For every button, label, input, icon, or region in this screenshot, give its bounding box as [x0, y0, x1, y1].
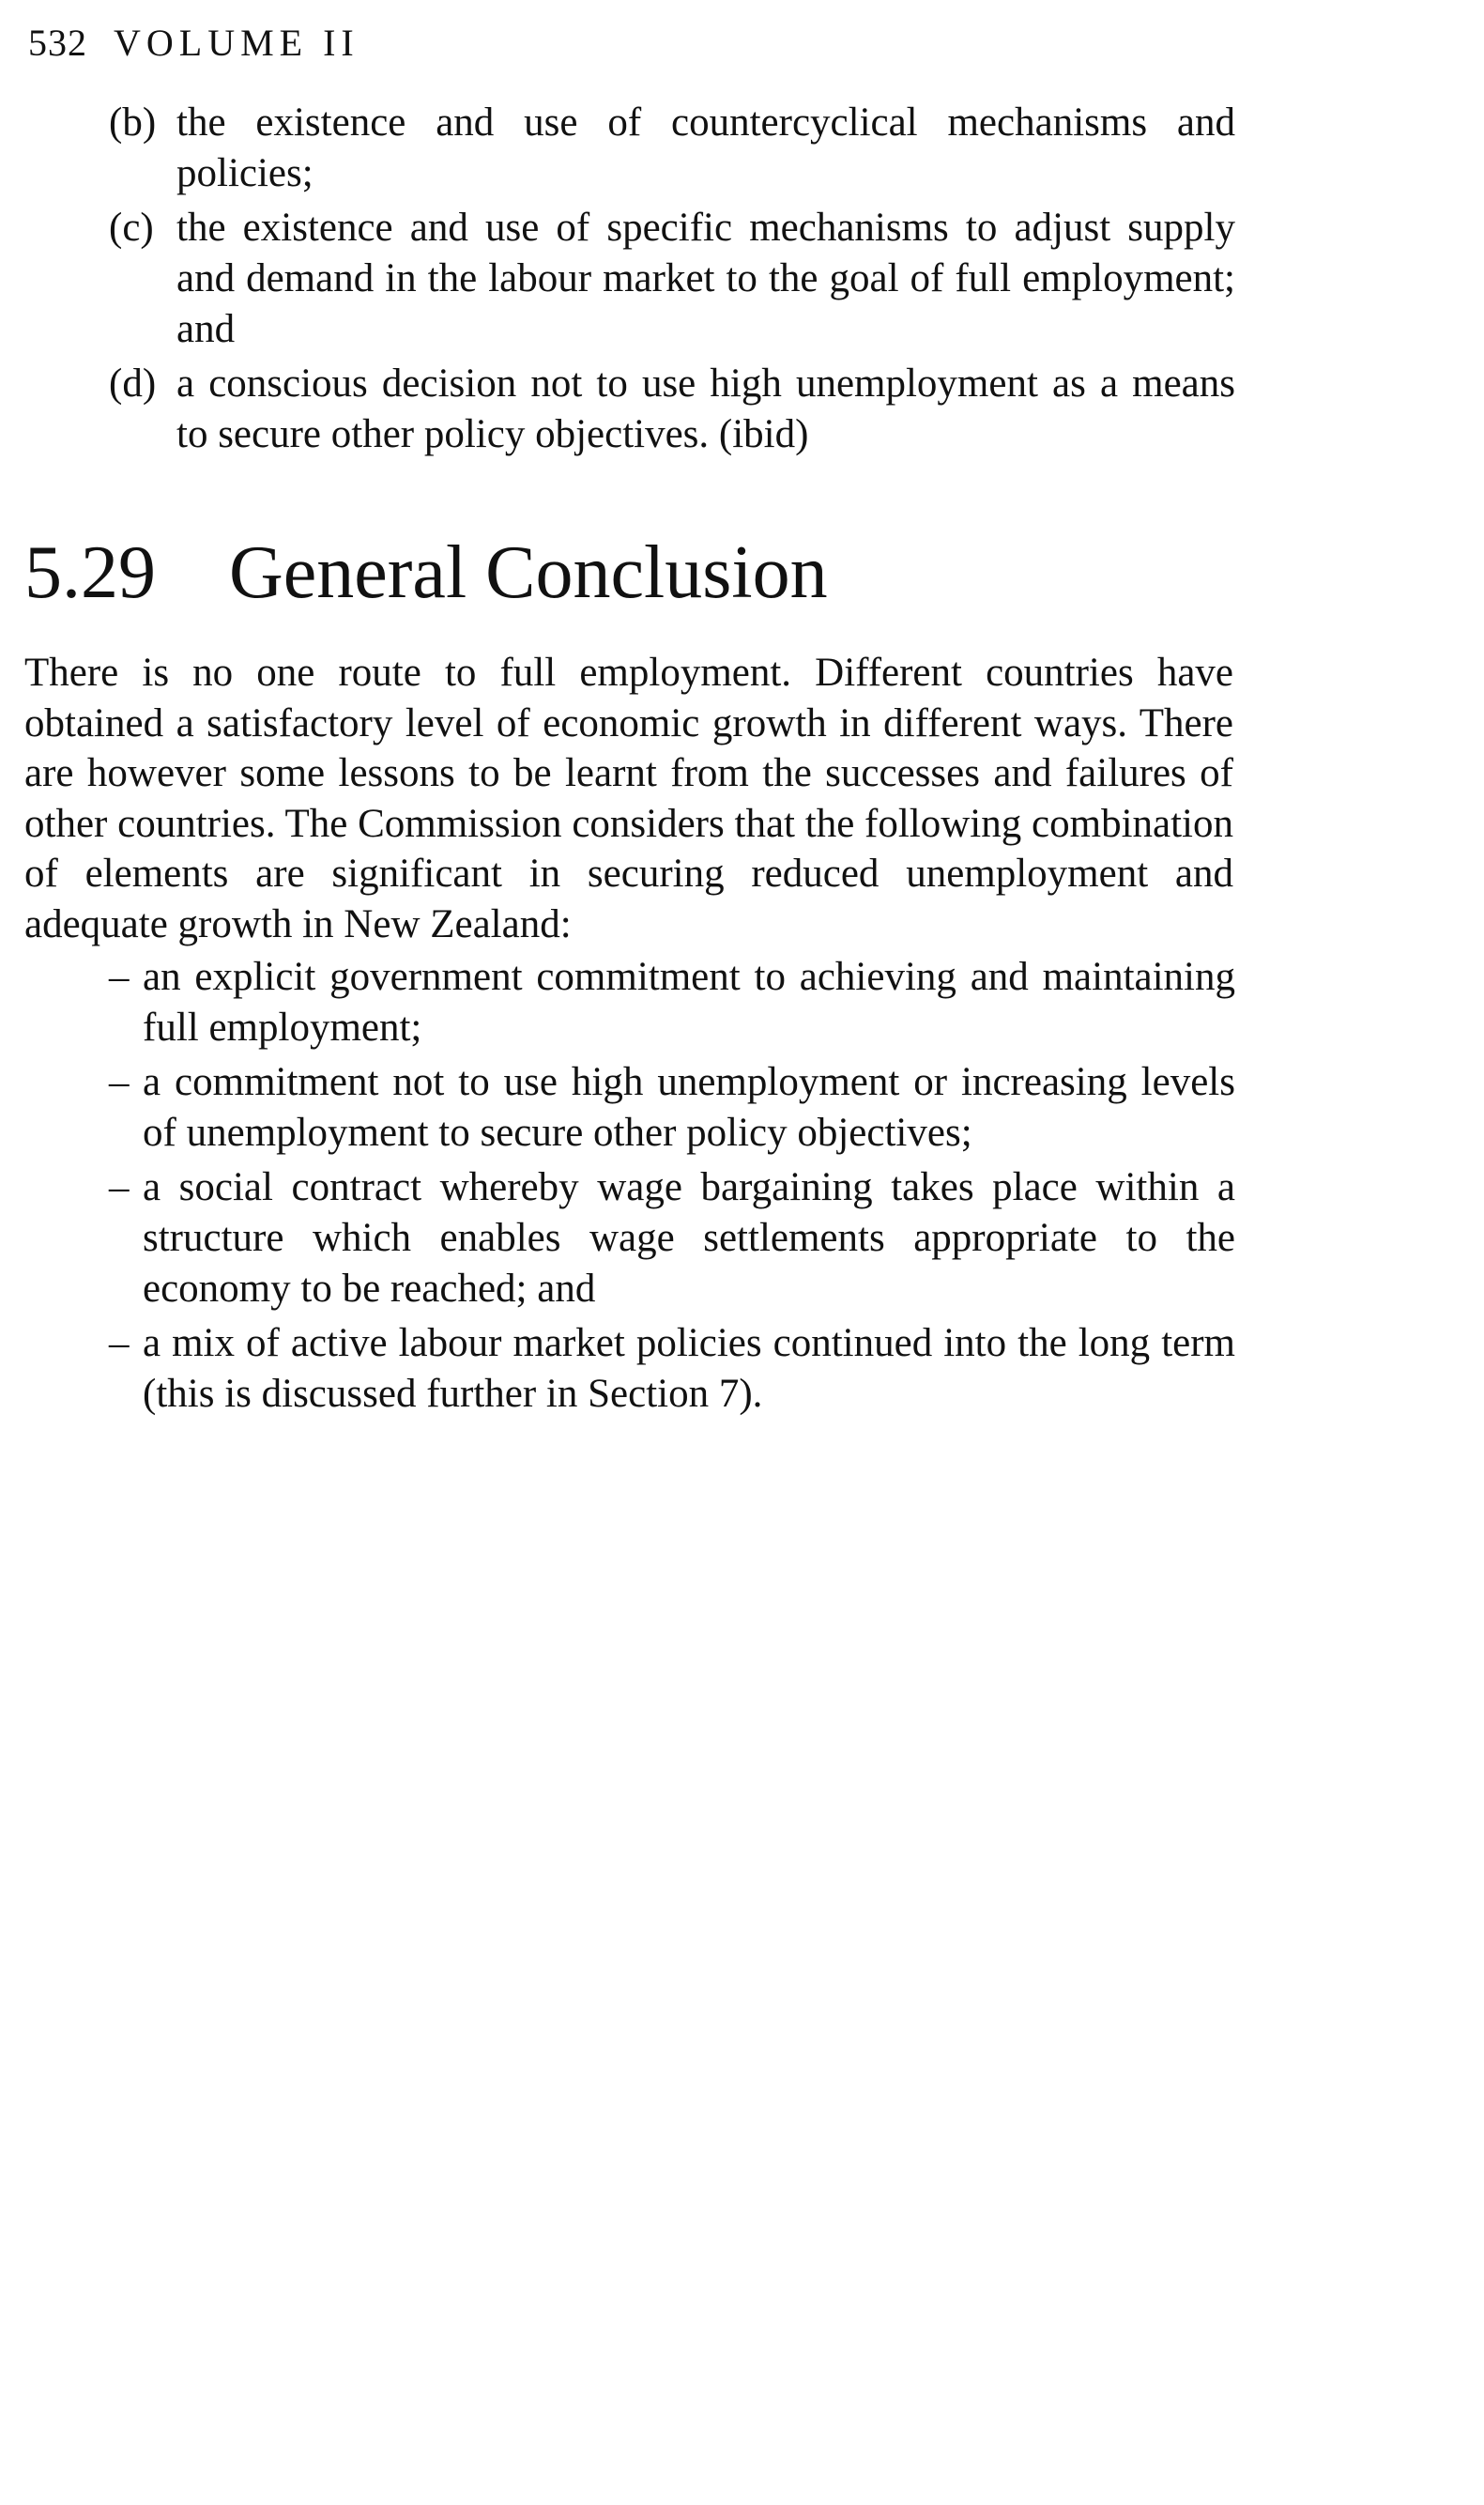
body-paragraph: There is no one route to full employment. Different countries have obtained a satisfactory level of economic growth in different ways. There are however some lessons to be learnt from the successes and failures of other countries. The Commission considers that the following combination of elements are significant in securing reduced unemployment and adequate growth in New Zealand:: [24, 651, 1233, 946]
list-item-text: an explicit government commitment to achieving and maintaining full employment;: [143, 955, 1235, 1050]
list-item-text: the existence and use of countercyclical mechanisms and policies;: [176, 100, 1235, 195]
list-item: [109, 203, 1235, 355]
list-item: [109, 1162, 1235, 1314]
list-item-text: a mix of active labour market policies continued into the long term (this is discussed further in Section 7).: [143, 1321, 1235, 1416]
list-marker: –: [109, 1321, 130, 1365]
page-number: 532: [28, 22, 87, 64]
list-marker: –: [109, 955, 130, 999]
section-heading: [24, 526, 828, 620]
list-marker: (c): [109, 206, 154, 250]
list-marker: (d): [109, 361, 157, 406]
running-head: [28, 17, 360, 69]
list-item-text: a conscious decision not to use high unemployment as a means to secure other policy objectives. (ibid): [176, 361, 1235, 456]
list-item-text: a commitment not to use high unemployment or increasing levels of unemployment to secure other policy objectives;: [143, 1060, 1235, 1155]
section-title: General Conclusion: [229, 531, 828, 614]
elements-list: [109, 952, 1235, 1423]
list-item: [109, 1057, 1235, 1159]
volume-label: VOLUME II: [114, 22, 360, 64]
list-item: [109, 1318, 1235, 1420]
list-marker: (b): [109, 100, 157, 145]
section-number: 5.29: [24, 531, 156, 614]
list-marker: –: [109, 1060, 130, 1104]
list-item: [109, 98, 1235, 199]
list-item-text: a social contract whereby wage bargaining takes place within a structure which enables wage settlements appropriate to the economy to be reached; and: [143, 1165, 1235, 1311]
list-item: [109, 952, 1235, 1053]
list-item-text: the existence and use of specific mechanisms to adjust supply and demand in the labour market to the goal of full employment; and: [176, 206, 1235, 351]
list-item: [109, 359, 1235, 460]
list-marker: –: [109, 1165, 130, 1209]
criteria-list: [109, 98, 1235, 464]
